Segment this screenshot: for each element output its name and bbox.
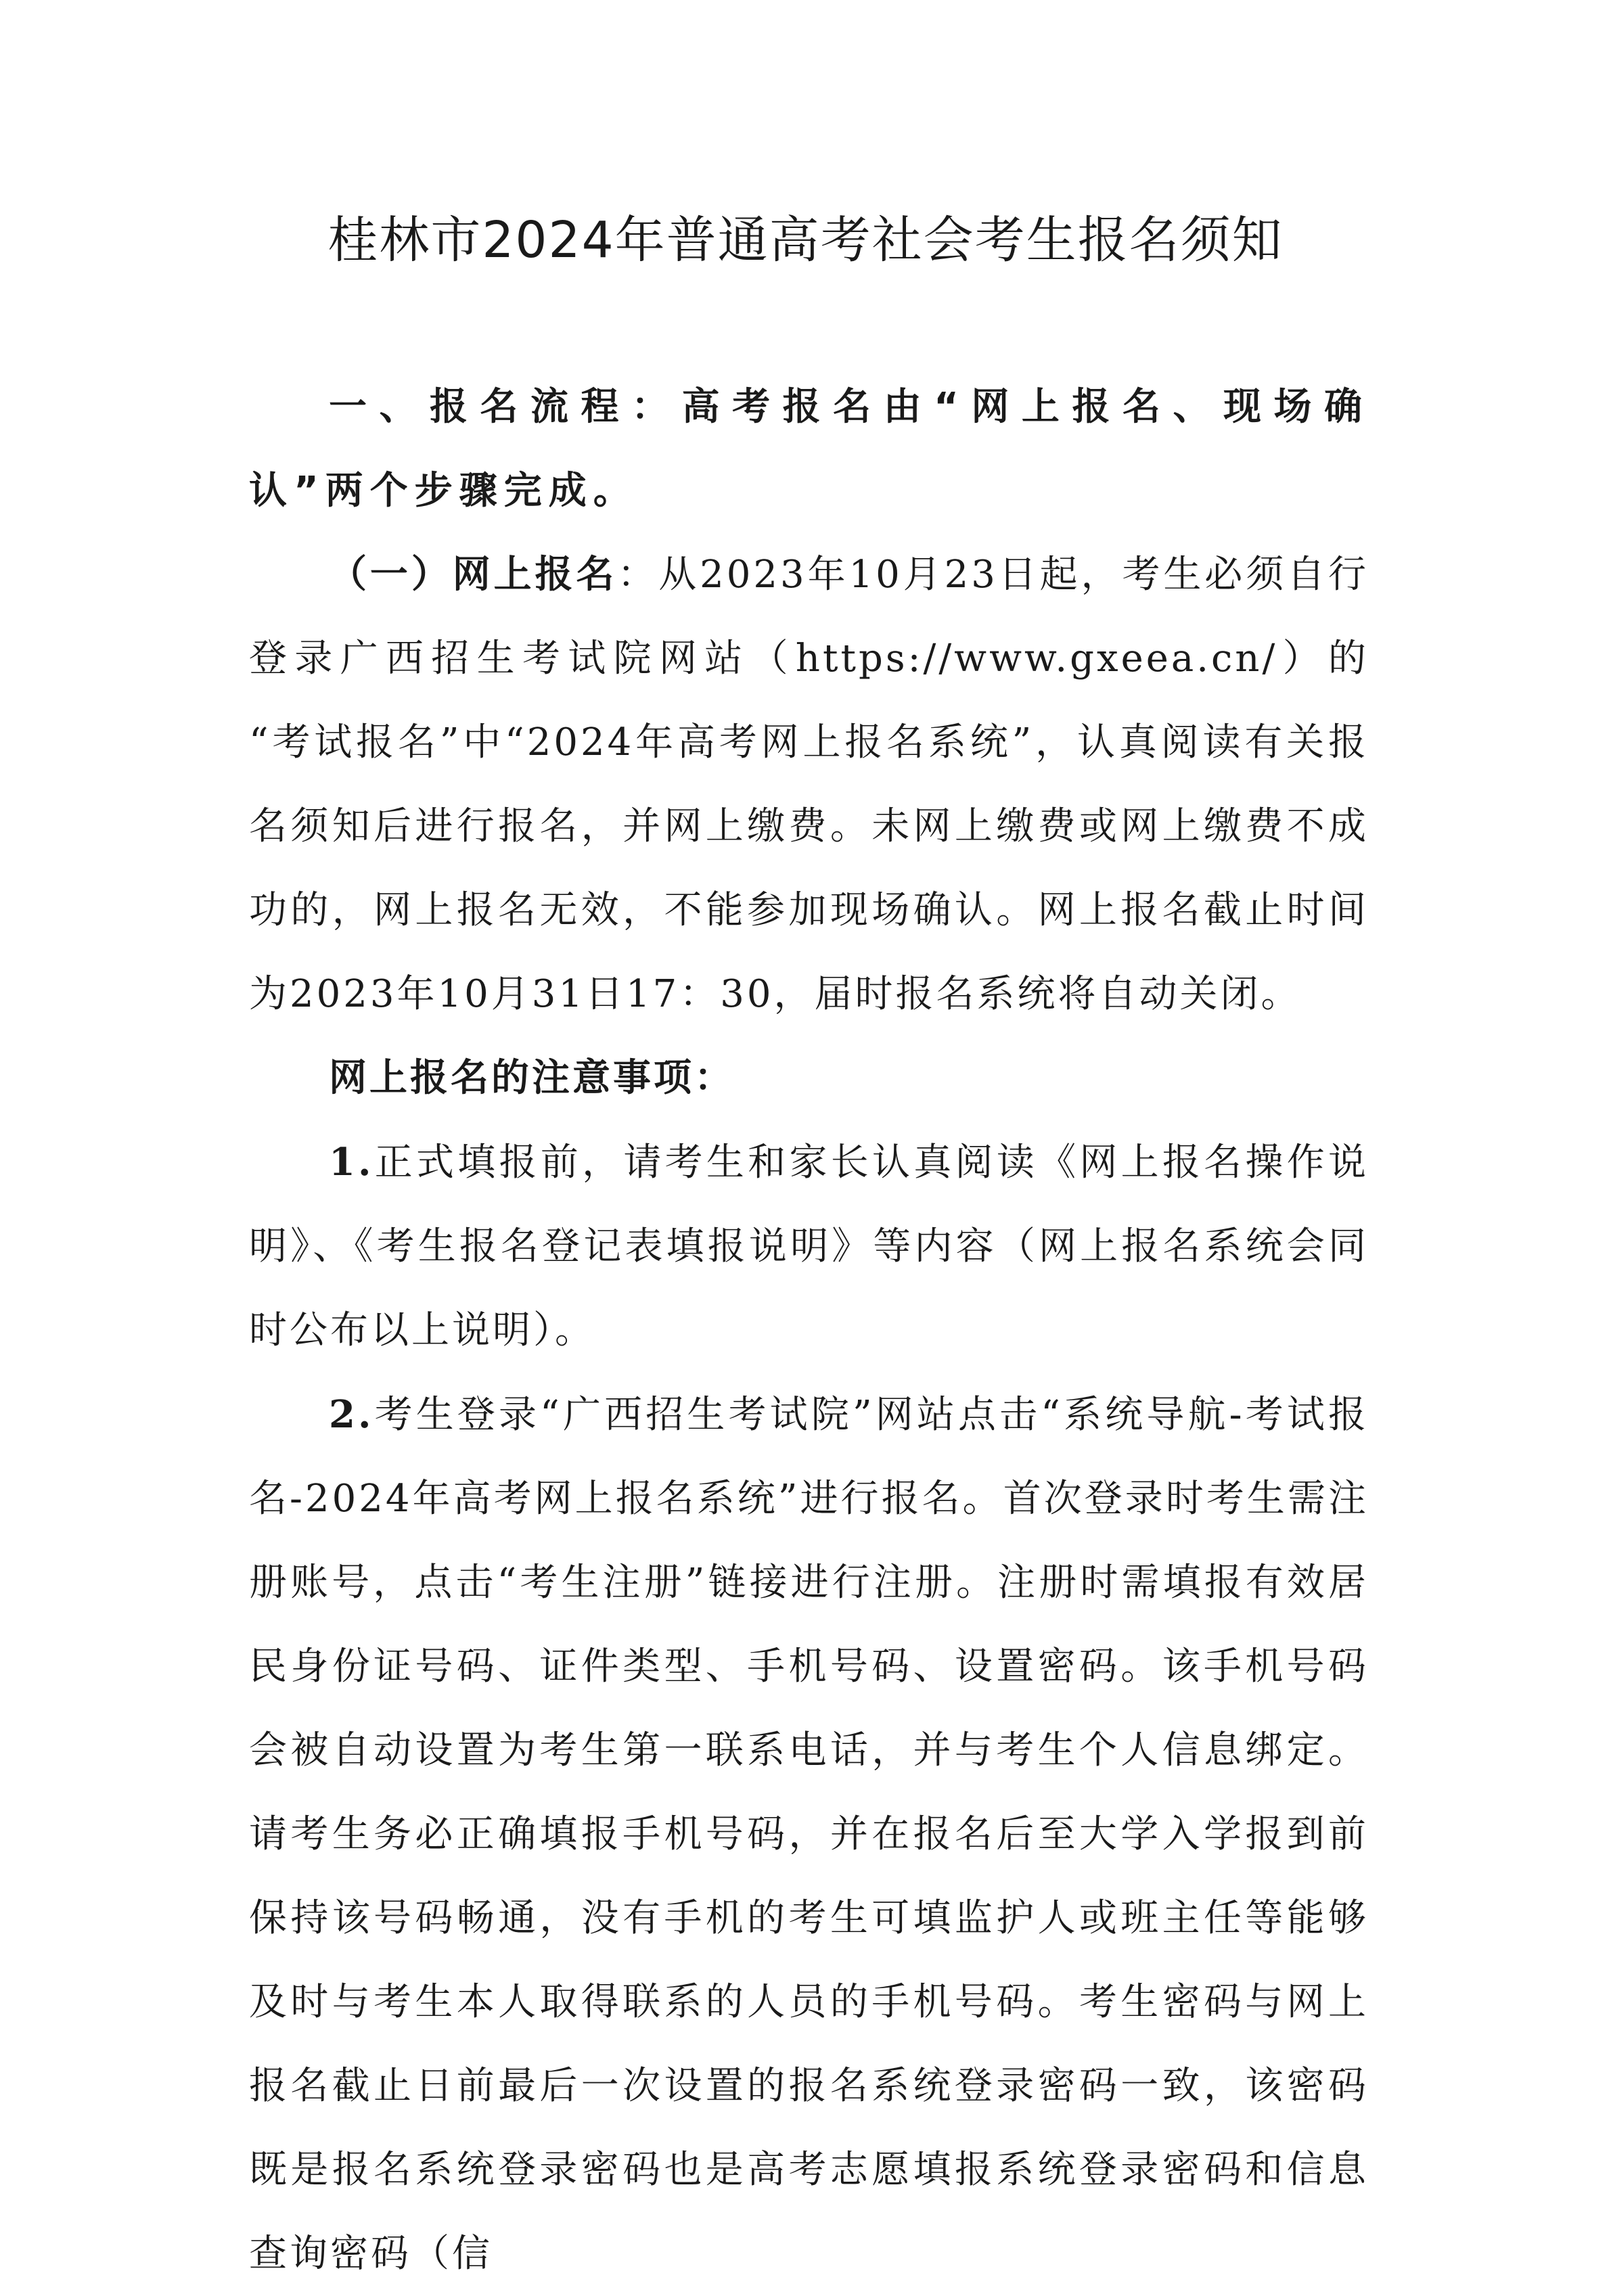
note-item-1-text: 正式填报前，请考生和家长认真阅读《网上报名操作说明》、《考生报名登记表填报说明》等内容（网上报名系统会同时公布以上说明）。 (249, 1141, 1369, 1352)
document-title: 桂林市2024年普通高考社会考生报名须知 (327, 211, 1284, 269)
paragraph-online-registration (249, 533, 1369, 1036)
document-body (249, 365, 1369, 2296)
subsection-label-online-registration: （一）网上报名 (329, 553, 618, 597)
notes-heading: 网上报名的注意事项： (329, 1056, 735, 1100)
note-item-1 (249, 1120, 1369, 1373)
section-heading-registration-process: 一、报名流程：高考报名由“网上报名、现场确认”两个步骤完成。 (249, 385, 1369, 513)
note-item-2 (249, 1373, 1369, 2296)
note-item-1-number: 1. (329, 1140, 374, 1185)
note-item-2-text: 考生登录“广西招生考试院”网站点击“系统导航-考试报名-2024年高考网上报名系统”进行报名。首次登录时考生需注册账号，点击“考生注册”链接进行注册。注册时需填报有效居民身份证号码、证件类型、手机号码、设置密码。该手机号码会被自动设置为考生第一联系电话，并与考生个人信息绑定。请考生务必正确填报手机号码，并在报名后至大学入学报到前保持该号码畅通，没有手机的考生可填监护人或班主任等能够及时与考生本人取得联系的人员的手机号码。考生密码与网上报名截止日前最后一次设置的报名系统登录密码一致，该密码既是报名系统登录密码也是高考志愿填报系统登录密码和信息查询密码（信 (249, 1393, 1369, 2276)
note-item-2-number: 2. (329, 1392, 374, 1437)
online-registration-text: ：从2023年10月23日起，考生必须自行登录广西招生考试院网站（https://www.gxeea.cn/）的 “考试报名”中“2024年高考网上报名系统”，认真阅读有关报名须知后进行报名，并网上缴费。未网上缴费或网上缴费不成功的，网上报名无效，不能参加现场确认。网上报名截止时间为2023年10月31日17：30，届时报名系统将自动关闭。 (249, 553, 1369, 1016)
